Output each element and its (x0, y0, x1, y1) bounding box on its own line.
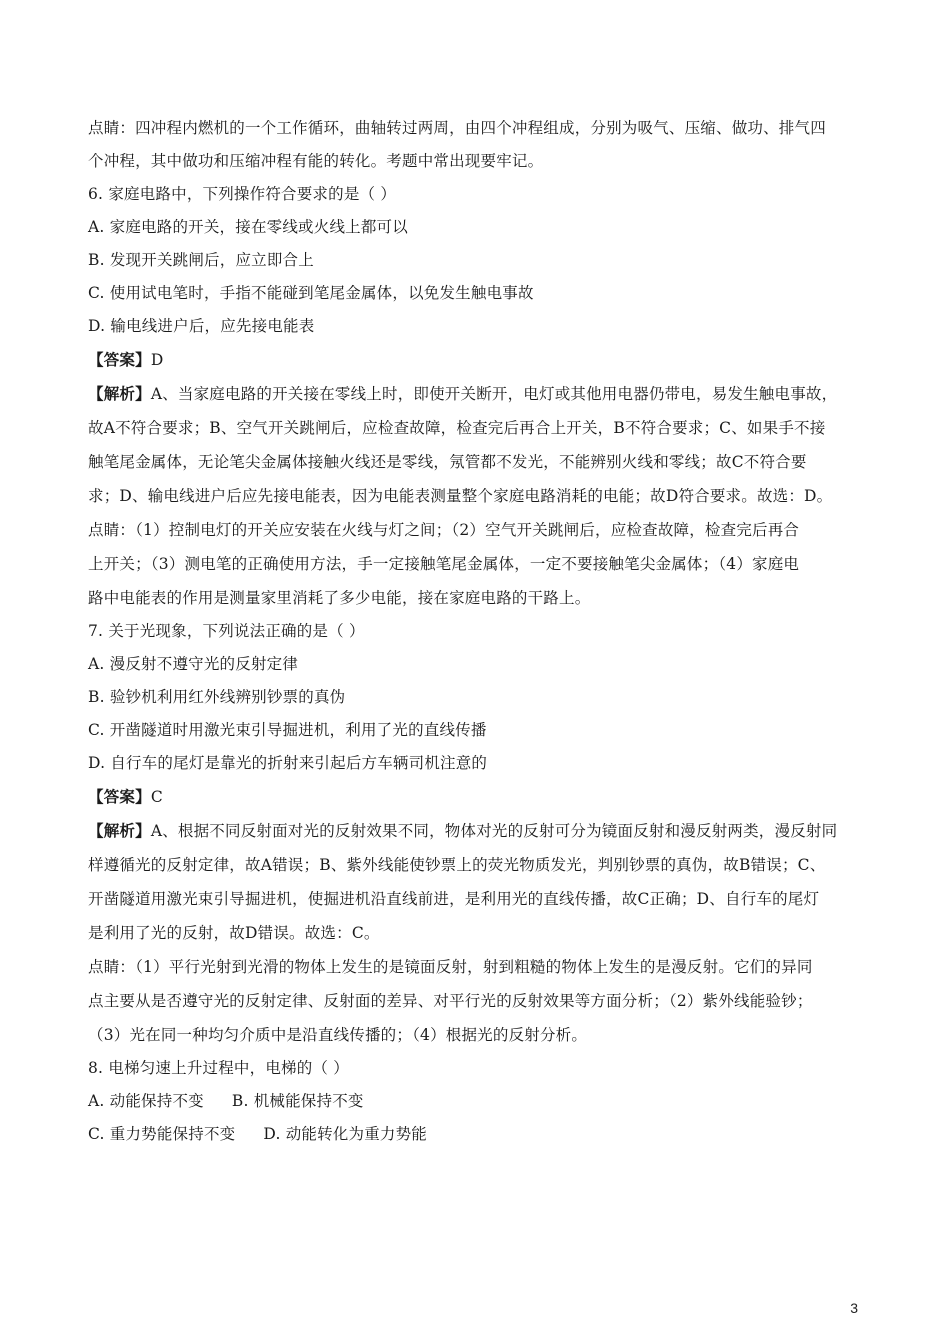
option-d: D. 输电线进户后，应先接电能表 (88, 317, 315, 335)
answer-label: 【答案】 (88, 350, 151, 369)
option-d: D. 动能转化为重力势能 (263, 1125, 428, 1143)
text-line: 开凿隧道用激光束引导掘进机，使掘进机沿直线前进，是利用光的直线传播，故C正确；D、自行车的尾灯 (88, 890, 820, 908)
analysis-line (88, 814, 868, 848)
text-line: 触笔尾金属体，无论笔尖金属体接触火线还是零线，氖管都不发光，不能辨别火线和零线；故C不符合要 (88, 453, 807, 471)
text-line: 路中电能表的作用是测量家里消耗了多少电能，接在家庭电路的干路上。 (88, 589, 591, 607)
text-line: 故A不符合要求；B、空气开关跳闸后，应检查故障，检查完后再合上开关，B不符合要求；C、如果手不接 (88, 419, 826, 437)
option-b: B. 机械能保持不变 (231, 1092, 364, 1110)
text-line: 样遵循光的反射定律，故A错误；B、紫外线能使钞票上的荧光物质发光，判别钞票的真伪，故B错误；C、 (88, 856, 826, 874)
text-line: （3）光在同一种均匀介质中是沿直线传播的；（4）根据光的反射分析。 (88, 1026, 588, 1044)
option-c: C. 重力势能保持不变 (88, 1125, 236, 1143)
document-body (88, 112, 868, 1151)
answer-value: C (150, 788, 163, 806)
option-a: A. 动能保持不变 (88, 1092, 204, 1110)
analysis-label: 【解析】 (88, 821, 151, 840)
question-7: 7. 关于光现象，下列说法正确的是（ ） (88, 622, 365, 640)
text-line: 上开关；（3）测电笔的正确使用方法，手一定接触笔尾金属体，一定不要接触笔尖金属体；（4）家庭电 (88, 555, 800, 573)
text-line: 点睛：（1）控制电灯的开关应安装在火线与灯之间；（2）空气开关跳闸后，应检查故障，检查完后再合 (88, 521, 800, 539)
text-line: 点睛：四冲程内燃机的一个工作循环，曲轴转过两周，由四个冲程组成，分别为吸气、压缩、做功、排气四 (88, 119, 826, 137)
options-row (88, 1085, 868, 1118)
analysis-label: 【解析】 (88, 384, 151, 403)
text-line: 点睛：（1）平行光射到光滑的物体上发生的是镜面反射，射到粗糙的物体上发生的是漫反射。它们的异同 (88, 958, 813, 976)
text-line: 求；D、输电线进户后应先接电能表，因为电能表测量整个家庭电路消耗的电能；故D符合要求。故选：D。 (88, 487, 833, 505)
text-line: 是利用了光的反射，故D错误。故选：C。 (88, 924, 380, 942)
option-c: C. 使用试电笔时，手指不能碰到笔尾金属体，以免发生触电事故 (88, 284, 534, 302)
analysis-line (88, 377, 868, 411)
question-6: 6. 家庭电路中，下列操作符合要求的是（ ） (88, 185, 397, 203)
analysis-text: A、当家庭电路的开关接在零线上时，即使开关断开，电灯或其他用电器仍带电，易发生触电事故， (150, 385, 838, 403)
options-row (88, 1118, 868, 1151)
answer-label: 【答案】 (88, 787, 151, 806)
option-b: B. 验钞机利用红外线辨别钞票的真伪 (88, 688, 346, 706)
page-number: 3 (850, 1300, 858, 1316)
text-line: 个冲程，其中做功和压缩冲程有能的转化。考题中常出现要牢记。 (88, 152, 544, 170)
option-b: B. 发现开关跳闸后，应立即合上 (88, 251, 314, 269)
option-c: C. 开凿隧道时用激光束引导掘进机，利用了光的直线传播 (88, 721, 487, 739)
answer-value: D (150, 351, 164, 369)
answer-line (88, 780, 868, 814)
answer-line (88, 343, 868, 377)
option-d: D. 自行车的尾灯是靠光的折射来引起后方车辆司机注意的 (88, 754, 488, 772)
text-line: 点主要从是否遵守光的反射定律、反射面的差异、对平行光的反射效果等方面分析；（2）紫外线能验钞； (88, 992, 813, 1010)
option-a: A. 家庭电路的开关，接在零线或火线上都可以 (88, 218, 408, 236)
analysis-text: A、根据不同反射面对光的反射效果不同，物体对光的反射可分为镜面反射和漫反射两类，漫反射同 (150, 822, 838, 840)
option-a: A. 漫反射不遵守光的反射定律 (88, 655, 299, 673)
question-8: 8. 电梯匀速上升过程中，电梯的（ ） (88, 1059, 349, 1077)
